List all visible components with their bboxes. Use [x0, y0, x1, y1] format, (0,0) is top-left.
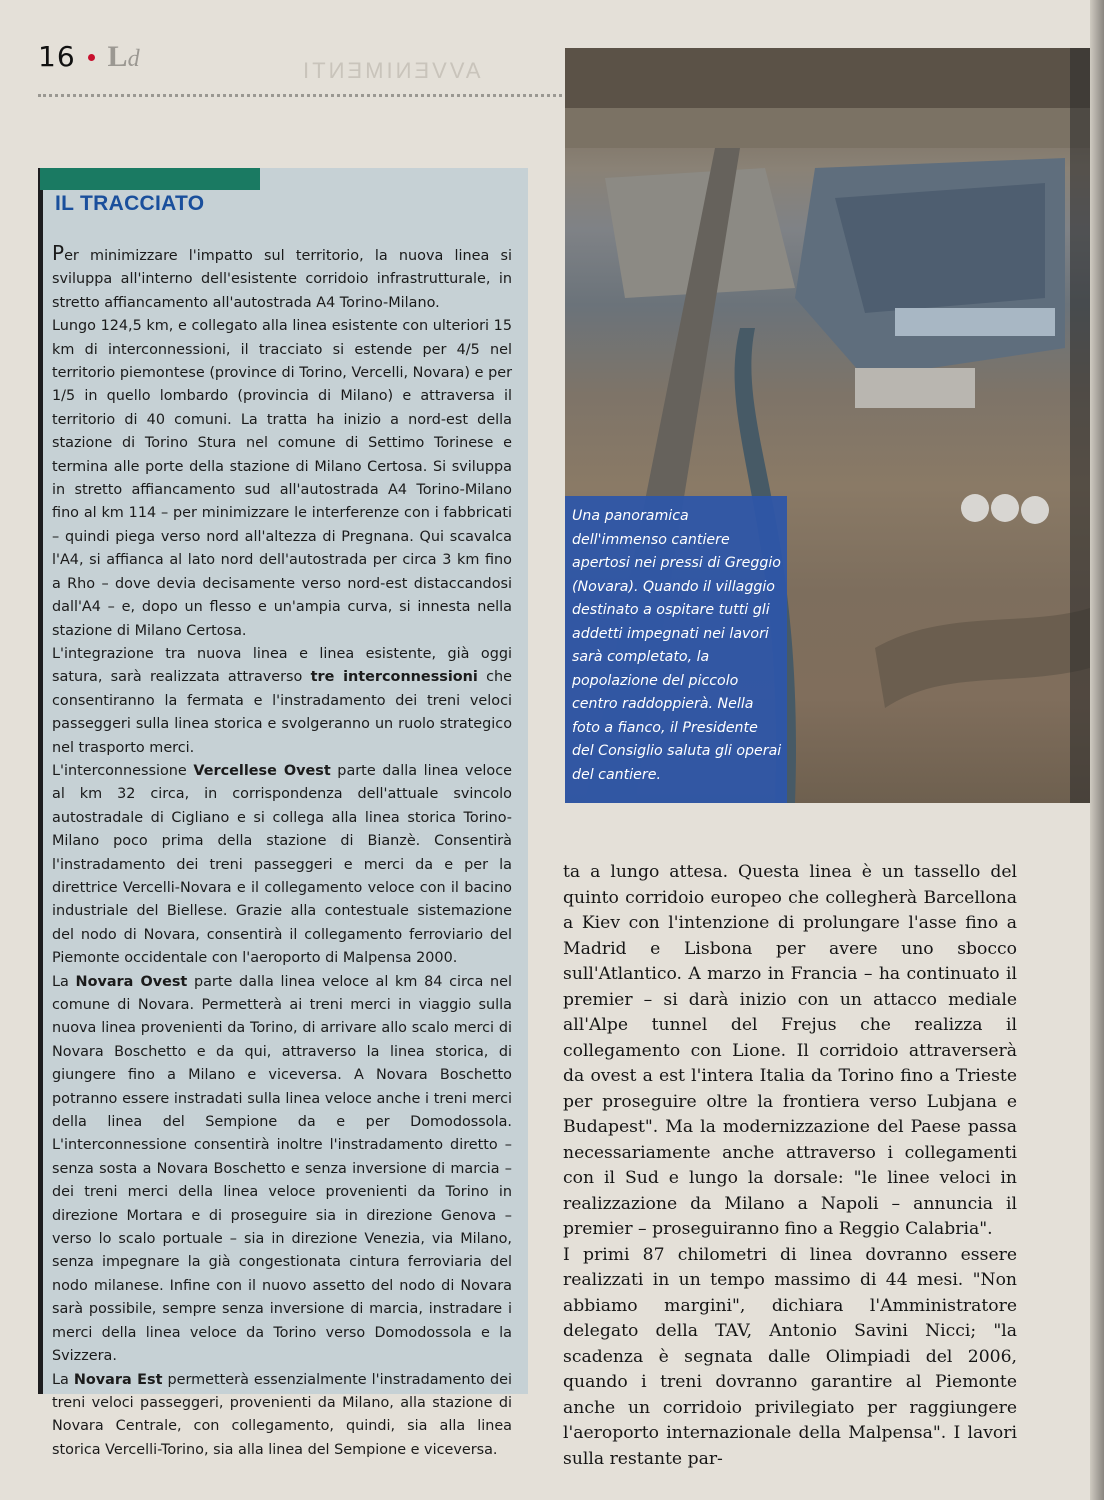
photo-caption: Una panoramica dell'immenso cantiere apertosi nei pressi di Greggio (Novara). Quando il villaggio destinato a ospitare tutti gli addetti impegnati nei lavori sarà completato, la popolazione del piccolo centro raddoppierà. Nella foto a fianco, il Presidente del Consiglio saluta gli operai del cantiere. [572, 508, 782, 783]
show-through-heading: AVVENIMENTI [300, 58, 481, 83]
dotted-divider [38, 94, 568, 97]
sidebar-paragraph: Per minimizzare l'impatto sul territorio, la nuova linea si sviluppa all'interno dell'esistente corridoio infrastrutturale, in stretto affiancamento all'autostrada A4 Torino-Milano. [52, 241, 512, 311]
sidebar-paragraph: La Novara Est permetterà essenzialmente l'instradamento dei treni veloci passeggeri, provenienti da Milano, alla stazione di Novara Centrale, con collegamento, quindi, sia alla linea storica Vercelli-Torino, sia alla linea del Sempione e viceversa. [52, 1371, 512, 1458]
magazine-logo: L [107, 40, 128, 73]
sidebar-paragraph: Lungo 124,5 km, e collegato alla linea esistente con ulteriori 15 km di interconnessioni, il tracciato si estende per 4/5 nel territorio piemontese (province di Torino, Vercelli, Novara) e per 1/5 in quello lombardo (provincia di Milano) e attraversa il territorio di 40 comuni. La tratta ha inizio a nord-est della stazione di Torino Stura nel comune di Settimo Torinese e termina alle porte della stazione di Milano Certosa. Si sviluppa in stretto affiancamento sud all'autostrada A4 Torino-Milano fino al km 114 – per minimizzare le interferenze con i fabbricati – quindi piega verso nord all'altezza di Pregnana. Qui scavalca l'A4, si affianca al lato nord dell'autostrada per circa 3 km fino a Rho – dove devia decisamente verso nord-est distaccandosi dall'A4 – e, dopo un flesso e un'ampia curva, si innesta nella stazione di Milano Certosa. [52, 318, 512, 639]
sidebar-paragraph: L'integrazione tra nuova linea e linea esistente, già oggi satura, sarà realizzata attraverso tre interconnessioni che consentiranno la fermata e l'instradamento dei treni veloci passeggeri sulla linea storica e svolgeranno un ruolo strategico nel trasporto merci. [52, 645, 512, 756]
sidebar-title-bar [40, 168, 260, 190]
page-number: 16 [38, 40, 76, 73]
red-dot-icon [88, 54, 95, 61]
page-edge [1090, 0, 1104, 1500]
article-paragraph: ta a lungo attesa. Questa linea è un tassello del quinto corridoio europeo che collegherà Barcellona a Kiev con l'intenzione di prolungare l'asse fino a Madrid e Lisbona per avere uno sbocco sull'Atlantico. A marzo in Francia – ha continuato il premier – si darà inizio con un attacco mediale all'Alpe tunnel del Frejus che realizza il collegamento con Lione. Il corridoio attraverserà da ovest a est l'intera Italia da Torino fino a Trieste per proseguire oltre la frontiera verso Lubjana e Budapest". Ma la modernizzazione del Paese passa necessariamente anche attraverso i collegamenti con il Sud e lungo la dorsale: "le linee veloci in realizzazione da Milano a Napoli – annuncia il premier – proseguiranno fino a Reggio Calabria". [563, 862, 1017, 1239]
drop-cap: P [52, 241, 65, 265]
magazine-logo-suffix: d [127, 46, 140, 72]
sidebar-body [52, 242, 512, 1462]
sidebar-title: IL TRACCIATO [55, 192, 205, 215]
sidebar-paragraph: La Novara Ovest parte dalla linea veloce al km 84 circa nel comune di Novara. Permetterà ai treni merci in viaggio sulla nuova linea provenienti da Torino, di arrivare allo scalo merci di Novara Boschetto e da qui, attraverso la linea storica, di giungere fino a Milano e viceversa. A Novara Boschetto potranno essere instradati sulla linea veloce anche i treni merci della linea del Sempione da e per Domodossola. L'interconnessione consentirà inoltre l'instradamento diretto – senza sosta a Novara Boschetto e senza inversione di marcia – dei treni merci della linea veloce provenienti da Torino in direzione Mortara e di proseguire sia in direzione Genova – verso lo scalo portuale – sia in direzione Venezia, via Milano, senza impegnare la già congestionata cintura ferroviaria del nodo milanese. Infine con il nuovo assetto del nodo di Novara sarà possibile, sempre senza inversione di marcia, instradare i merci della linea veloce da Torino verso Domodossola e la Svizzera. [52, 973, 512, 1365]
article-body [563, 860, 1017, 1472]
article-paragraph: I primi 87 chilometri di linea dovranno essere realizzati in un tempo massimo di 44 mesi. "Non abbiamo margini", dichiara l'Amministratore delegato della TAV, Antonio Savini Nicci; "la scadenza è segnata dalle Olimpiadi del 2006, quando i treni dovranno garantire al Piemonte anche un corridoio privilegiato per raggiungere l'aeroporto internazionale della Malpensa". I lavori sulla restante par- [563, 1244, 1017, 1469]
page-header [38, 40, 140, 74]
sidebar-paragraph: L'interconnessione Vercellese Ovest parte dalla linea veloce al km 32 circa, in corrispondenza dell'attuale svincolo autostradale di Cigliano e si collega alla linea storica Torino-Milano poco prima della stazione di Bianzè. Consentirà l'instradamento dei treni passeggeri e merci da e per la direttrice Vercelli-Novara e il collegamento veloce con il bacino industriale del Biellese. Grazie alla contestuale sistemazione del nodo di Novara, consentirà il collegamento ferroviario del Piemonte occidentale con l'aeroporto di Malpensa 2000. [52, 762, 512, 967]
